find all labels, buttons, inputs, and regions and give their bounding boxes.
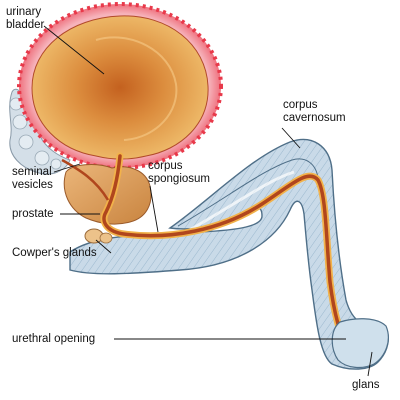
label-urethral-opening-text: urethral opening xyxy=(12,333,96,345)
label-cowpers-glands xyxy=(12,247,97,260)
label-corpus-cavernosum-line2: cavernosum xyxy=(283,112,346,124)
label-prostate-text: prostate xyxy=(12,208,54,220)
urinary-bladder-shape xyxy=(19,4,221,168)
label-urinary-bladder-line2: bladder xyxy=(6,19,45,31)
leader-corpus-spongiosum xyxy=(150,186,158,232)
label-seminal-vesicles-line2: vesicles xyxy=(12,179,53,191)
label-prostate xyxy=(12,208,54,221)
label-glans xyxy=(352,379,380,392)
label-glans-text: glans xyxy=(352,379,380,391)
label-urinary-bladder-line1: urinary xyxy=(6,6,42,18)
label-urinary-bladder xyxy=(6,6,44,32)
label-seminal-vesicles-line1: seminal xyxy=(12,166,52,178)
label-corpus-spongiosum-line2: spongiosum xyxy=(148,173,211,185)
label-cowpers-glands-text: Cowper's glands xyxy=(12,247,97,259)
label-seminal-vesicles xyxy=(12,166,53,192)
label-corpus-cavernosum xyxy=(283,99,346,125)
label-corpus-cavernosum-line1: corpus xyxy=(283,99,318,111)
label-corpus-spongiosum-line1: corpus xyxy=(148,160,183,172)
label-urethral-opening xyxy=(12,333,95,346)
label-corpus-spongiosum xyxy=(148,160,210,186)
